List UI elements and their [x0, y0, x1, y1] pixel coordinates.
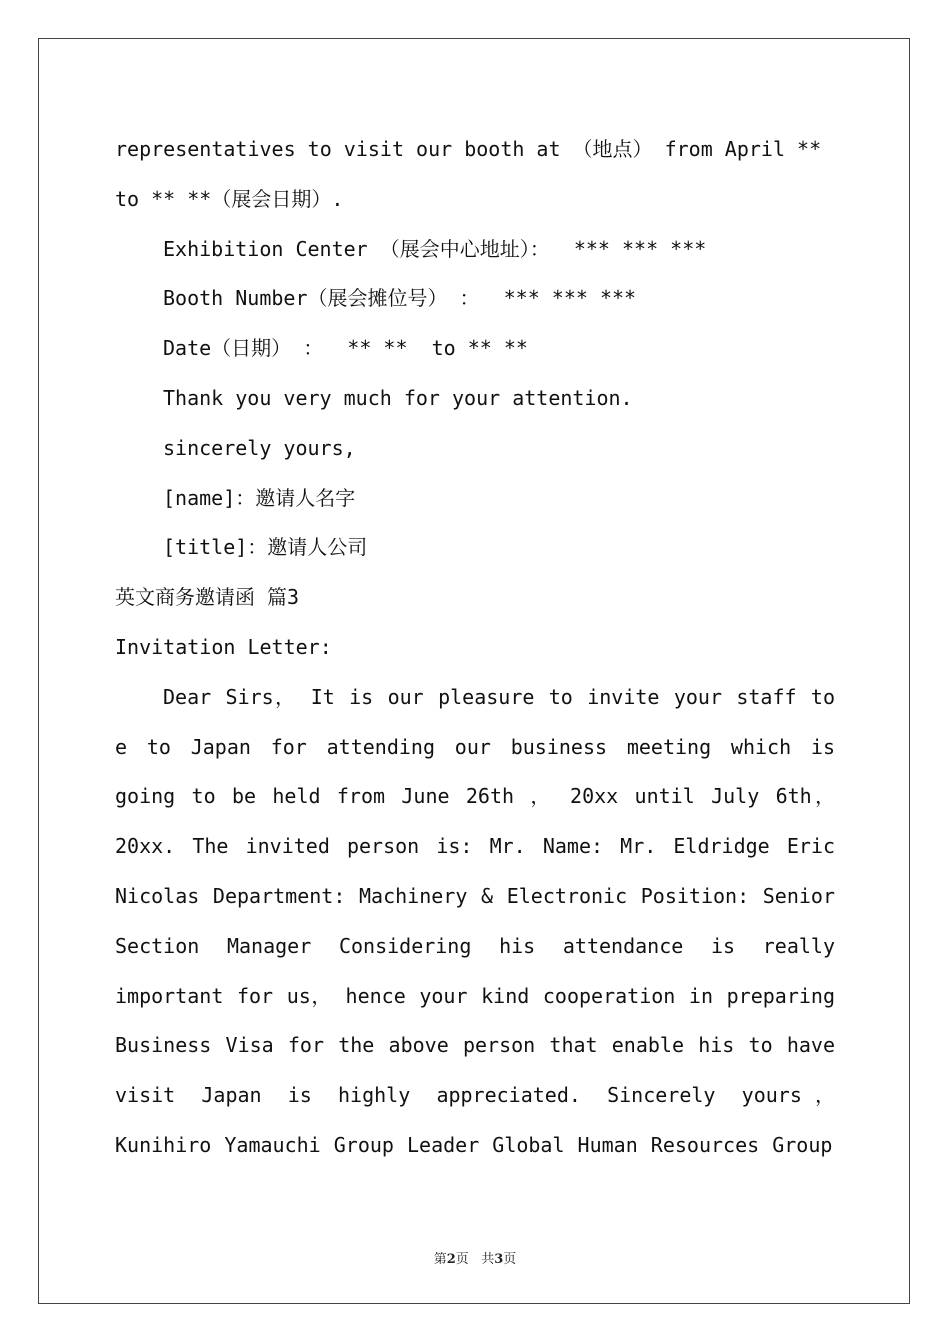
letter-body: Dear Sirs， It is our pleasure to invite your staff to e to Japan for attending our business meeting which is going to be held from June 26th ， 20xx until July 6th， 20xx. The invited person is: Mr. Name: Mr. Eldridge Eric Nicolas Department: Machinery & Electronic Position: Senior Section Manager Considering his attendance is really important for us， hence your kind cooperation in preparing Business Visa for the above person that enable his to have visit Japan is highly appreciated. Sincerely yours， Kunihiro Yamauchi Group Leader Global Human Resources Group: [115, 684, 835, 1157]
document-body: [115, 125, 835, 1171]
current-page-number: 2: [446, 1252, 456, 1267]
date-line: Date（日期） ： ** ** to ** **: [163, 336, 528, 361]
text-line: representatives to visit our booth at （地点） from April **: [115, 137, 822, 161]
footer-middle: 页 共: [455, 1252, 495, 1267]
booth-number-line: Booth Number（展会摊位号） ： *** *** ***: [163, 286, 637, 311]
footer-suffix: 页: [503, 1252, 517, 1267]
thanks-line: Thank you very much for your attention.: [163, 385, 633, 410]
footer-prefix: 第: [433, 1252, 447, 1267]
total-page-number: 3: [494, 1252, 504, 1267]
closing-line: sincerely yours,: [163, 435, 356, 460]
page-footer: [0, 1248, 950, 1267]
signature-name-line: [name]：邀请人名字: [163, 485, 356, 510]
section-heading: 英文商务邀请函 篇3: [115, 585, 300, 610]
letter-title: Invitation Letter:: [115, 634, 332, 659]
exhibition-center-line: Exhibition Center （展会中心地址）： *** *** ***: [163, 236, 707, 261]
text-line: to ** **（展会日期）.: [115, 186, 344, 211]
signature-title-line: [title]：邀请人公司: [163, 535, 368, 560]
